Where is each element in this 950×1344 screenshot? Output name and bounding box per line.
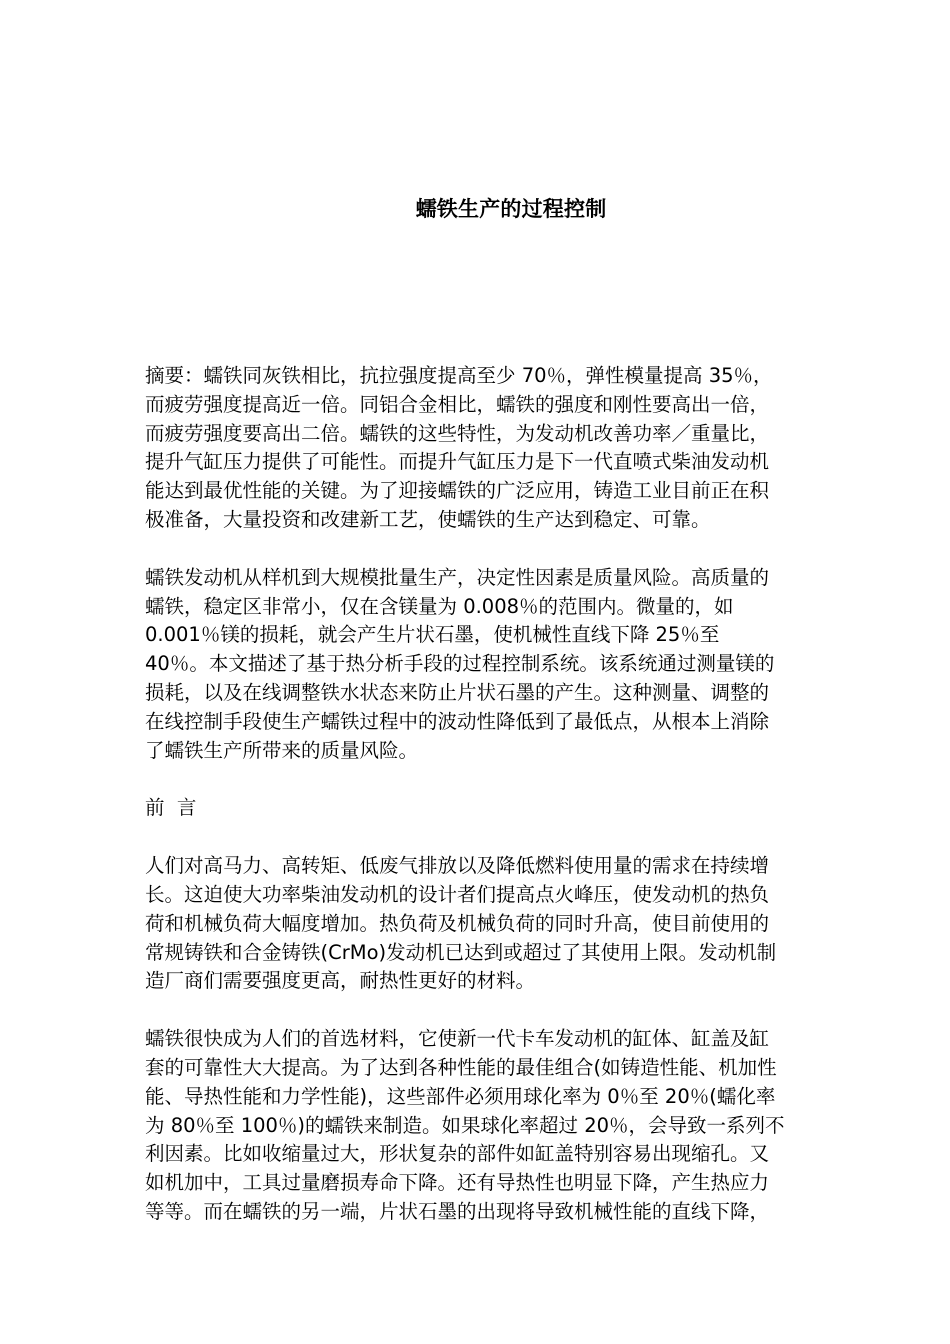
text-line: 能达到最优性能的关键。为了迎接蠕铁的广泛应用，铸造工业目前正在积 — [145, 479, 770, 503]
text-line: 提升气缸压力提供了可能性。而提升气缸压力是下一代直喷式柴油发动机 — [145, 450, 770, 474]
body-paragraph — [145, 852, 873, 996]
document-title: 蠕铁生产的过程控制 — [415, 197, 607, 221]
section-heading: 前 言 — [145, 796, 197, 820]
text-line: 如机加中，工具过量磨损寿命下降。还有导热性也明显下降，产生热应力 — [145, 1171, 770, 1195]
text-line: 利因素。比如收缩量过大，形状复杂的部件如缸盖特别容易出现缩孔。又 — [145, 1142, 770, 1166]
text-line: 在线控制手段使生产蠕铁过程中的波动性降低到了最低点，从根本上消除 — [145, 709, 770, 733]
text-line: 为 80％至 100％)的蠕铁来制造。如果球化率超过 20％，会导致一系列不 — [145, 1113, 785, 1137]
body-paragraph — [145, 1025, 873, 1227]
text-line: 损耗，以及在线调整铁水状态来防止片状石墨的产生。这种测量、调整的 — [145, 680, 770, 704]
text-line: 常规铸铁和合金铸铁(CrMo)发动机已达到或超过了其使用上限。发动机制 — [145, 940, 777, 964]
text-line: 蠕铁，稳定区非常小，仅在含镁量为 0.008％的范围内。微量的，如 — [145, 594, 734, 618]
abstract-paragraph — [145, 362, 873, 535]
text-line: 造厂商们需要强度更高，耐热性更好的材料。 — [145, 969, 536, 993]
text-line: 40％。本文描述了基于热分析手段的过程控制系统。该系统通过测量镁的 — [145, 652, 775, 676]
text-line: 长。这迫使大功率柴油发动机的设计者们提高点火峰压，使发动机的热负 — [145, 882, 770, 906]
text-line: 了蠕铁生产所带来的质量风险。 — [145, 738, 419, 762]
text-line: 能、导热性能和力学性能)，这些部件必须用球化率为 0％至 20％(蠕化率 — [145, 1084, 776, 1108]
text-line: 而疲劳强度提高近一倍。同铝合金相比，蠕铁的强度和刚性要高出一倍， — [145, 392, 770, 416]
text-line: 套的可靠性大大提高。为了达到各种性能的最佳组合(如铸造性能、机加性 — [145, 1055, 777, 1079]
text-line: 0.001％镁的损耗，就会产生片状石墨，使机械性直线下降 25％至 — [145, 623, 720, 647]
body-paragraph — [145, 564, 873, 766]
text-line: 荷和机械负荷大幅度增加。热负荷及机械负荷的同时升高，使目前使用的 — [145, 911, 770, 935]
text-line: 蠕铁很快成为人们的首选材料，它使新一代卡车发动机的缸体、缸盖及缸 — [145, 1027, 770, 1051]
text-line: 蠕铁发动机从样机到大规模批量生产，决定性因素是质量风险。高质量的 — [145, 565, 770, 589]
document-body — [145, 362, 873, 1256]
text-line: 摘要：蠕铁同灰铁相比，抗拉强度提高至少 70％，弹性模量提高 35％， — [145, 364, 773, 387]
text-line: 人们对高马力、高转矩、低废气排放以及降低燃料使用量的需求在持续增 — [145, 854, 770, 878]
text-line: 极准备，大量投资和改建新工艺，使蠕铁的生产达到稳定、可靠。 — [145, 507, 711, 531]
text-line: 等等。而在蠕铁的另一端，片状石墨的出现将导致机械性能的直线下降， — [145, 1199, 770, 1223]
text-line: 而疲劳强度要高出二倍。蠕铁的这些特性，为发动机改善功率／重量比， — [145, 421, 770, 445]
